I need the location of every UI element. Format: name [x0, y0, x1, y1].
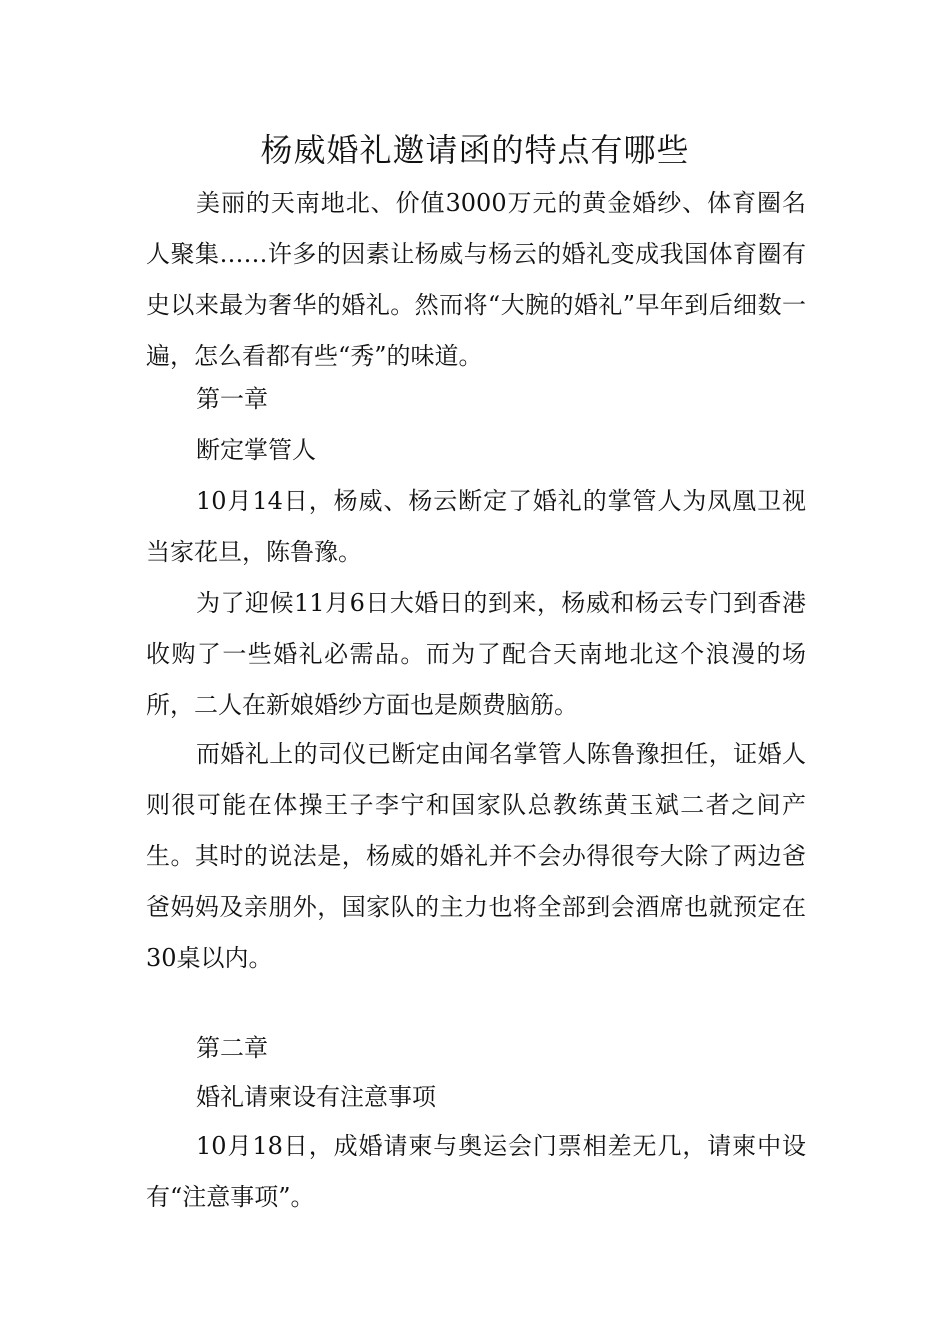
chapter-2-label: 第二章	[196, 1034, 268, 1062]
chapter-1-label: 第一章	[196, 385, 268, 413]
paragraph-host-decided: 10月14日，杨威、杨云断定了婚礼的掌管人为凤凰卫视当家花旦，陈鲁豫。	[146, 487, 806, 566]
chapter-2-heading: 婚礼请柬设有注意事项	[196, 1083, 436, 1111]
paragraph-hongkong-shopping: 为了迎候11月6日大婚日的到来，杨威和杨云专门到香港收购了一些婚礼必需品。而为了配合天南地北这个浪漫的场所，二人在新娘婚纱方面也是颇费脑筋。	[146, 589, 806, 719]
intro-paragraph: 美丽的天南地北、价值3000万元的黄金婚纱、体育圈名人聚集……许多的因素让杨威与杨云的婚礼变成我国体育圈有史以来最为奢华的婚礼。然而将“大腕的婚礼”早年到后细数一遍，怎么看都有些“秀”的味道。	[146, 189, 806, 370]
document-title: 杨威婚礼邀请函的特点有哪些	[260, 131, 690, 169]
paragraph-invitation-notes: 10月18日，成婚请柬与奥运会门票相差无几，请柬中设有“注意事项”。	[146, 1132, 806, 1211]
chapter-1-heading: 断定掌管人	[196, 436, 316, 464]
paragraph-officiant: 而婚礼上的司仪已断定由闻名掌管人陈鲁豫担任，证婚人则很可能在体操王子李宁和国家队总教练黄玉斌二者之间产生。其时的说法是，杨威的婚礼并不会办得很夸大除了两边爸爸妈妈及亲朋外，国家队的主力也将全部到会酒席也就预定在30桌以内。	[146, 740, 806, 972]
